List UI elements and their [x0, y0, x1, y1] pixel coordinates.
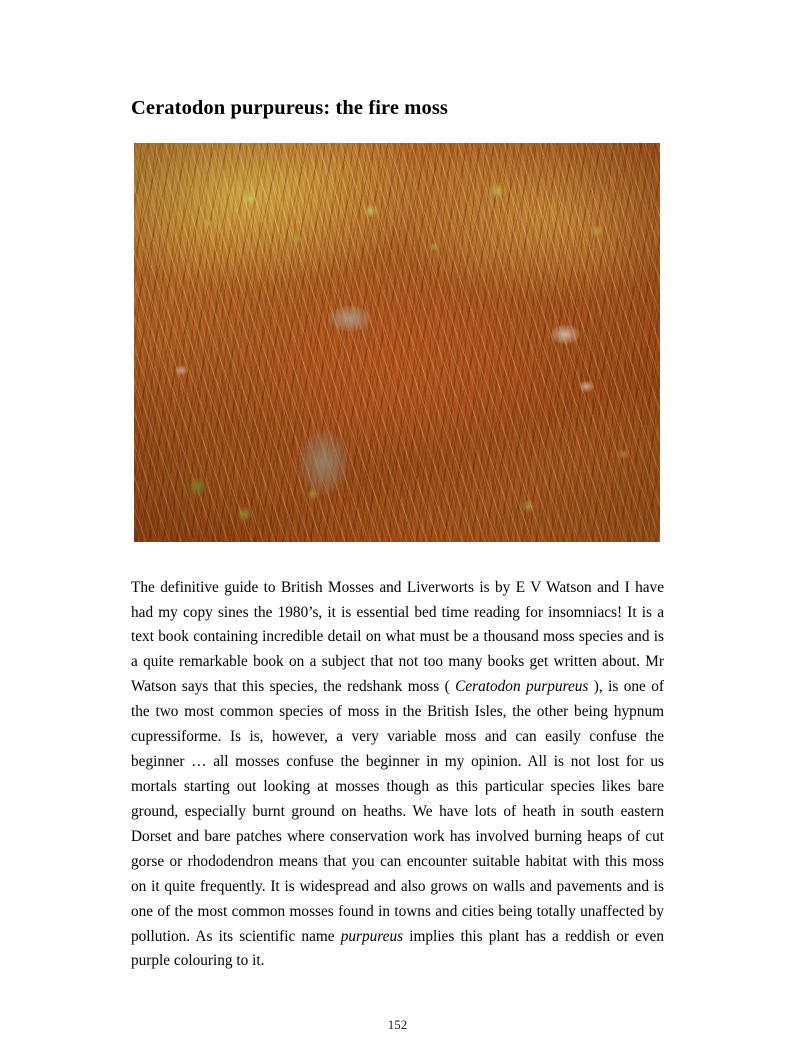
page-title: Ceratodon purpureus: the fire moss: [131, 97, 448, 119]
page-content: [131, 96, 664, 990]
body-paragraph: The definitive guide to British Mosses and Liverworts is by E V Watson and I have had my copy sines the 1980’s, it is essential bed time reading for insomniacs! It is a text book containing incredible detail on what must be a thousand moss species and is a quite remarkable book on a subject that not too many books get written about. Mr Watson says that this species, the redshank moss ( Ceratodon purpureus ), is one of the two most common species of moss in the British Isles, the other being hypnum cupressiforme. Is is, however, a very variable moss and can easily confuse the beginner … all mosses confuse the beginner in my opinion. All is not lost for us mortals starting out looking at mosses though as this particular species likes bare ground, especially burnt ground on heaths. We have lots of heath in south eastern Dorset and bare patches where conservation work has involved burning heaps of cut gorse or rhododendron means that you can encounter suitable habitat with this moss on it quite frequently. It is widespread and also grows on walls and pavements and is one of the most common mosses found in towns and cities being totally unaffected by pollution. As its scientific name purpureus implies this plant has a reddish or even purple colouring to it.: [131, 578, 664, 970]
moss-photograph: [134, 143, 660, 542]
photo-vignette-layer: [134, 143, 660, 542]
page-number: 152: [387, 1017, 408, 1032]
